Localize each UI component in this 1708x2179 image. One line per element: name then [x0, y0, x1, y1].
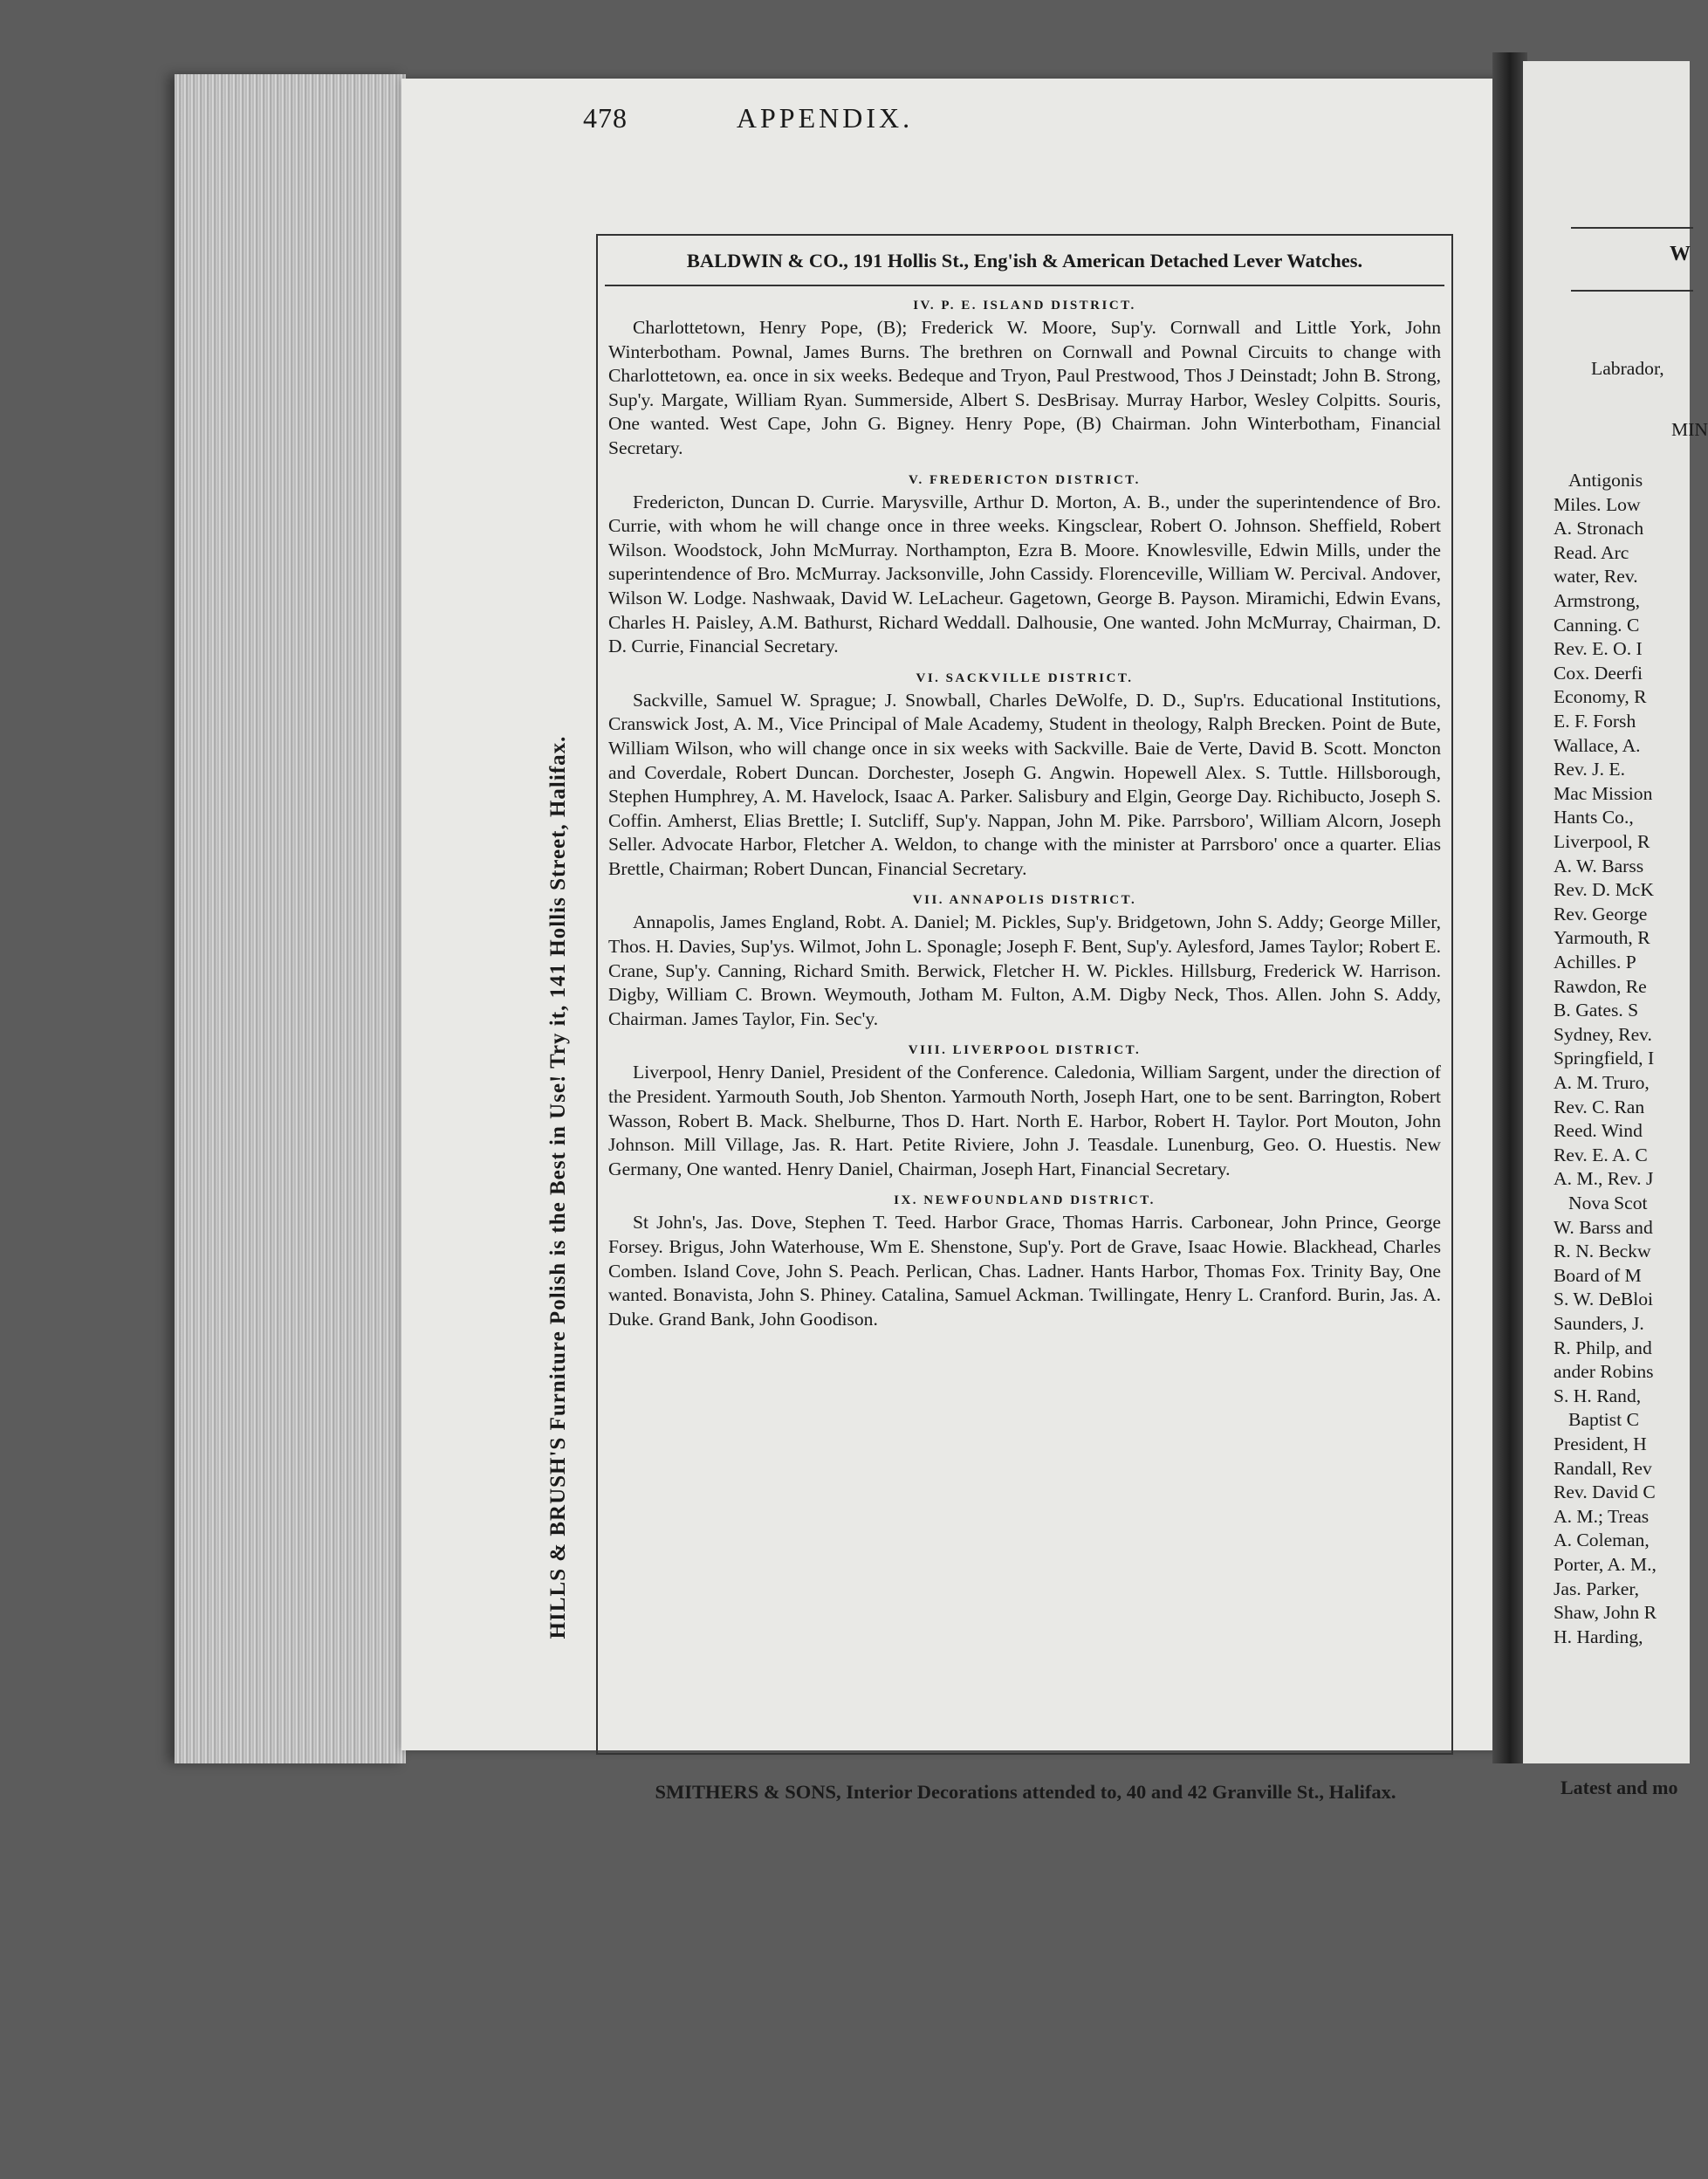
district-body: Charlottetown, Henry Pope, (B); Frederick W. Moore, Sup'y. Cornwall and Little York, John Winterbotham. Pownal, James Burns. The brethren on Cornwall and Pownal Circuits to change with Charlottetown, ea. once in six weeks. Bedeque and Tryon, Paul Prestwood, Thos J Deinstadt; John B. Strong, Sup'y. Margate, William Ryan. Summerside, Albert S. DesBrisay. Murray Harbor, Wesley Colpitts. Souris, One wanted. West Cape, John G. Bigney. Henry Pope, (B) Chairman. John Winterbotham, Financial Secretary. — [608, 317, 1441, 458]
right-page-line: H. Harding, — [1554, 1626, 1643, 1647]
right-page-header-fragment: W — [1670, 243, 1691, 265]
district-heading: V. FREDERICTON DISTRICT. — [909, 472, 1141, 487]
right-page-line: Cox. Deerfi — [1554, 662, 1643, 684]
right-page-line: B. Gates. S — [1554, 1000, 1639, 1021]
district-section — [608, 1040, 1441, 1181]
right-page-line: R. Philp, and — [1554, 1337, 1652, 1358]
right-page-line: Canning. C — [1554, 614, 1640, 636]
district-heading: VIII. LIVERPOOL DISTRICT. — [908, 1043, 1142, 1058]
right-page-line: Antigonis — [1568, 470, 1643, 491]
right-page-rule-bottom — [1571, 290, 1693, 292]
right-page-line: A. Coleman, — [1554, 1529, 1650, 1551]
top-advertisement: BALDWIN & CO., 191 Hollis St., Eng'ish & American Detached Lever Watches. — [605, 250, 1444, 286]
page-title: APPENDIX. — [736, 101, 914, 134]
right-page-line: Shaw, John R — [1554, 1602, 1657, 1624]
right-page-line: A. M. Truro, — [1554, 1072, 1650, 1093]
district-heading: IV. P. E. ISLAND DISTRICT. — [913, 299, 1136, 313]
district-body: Sackville, Samuel W. Sprague; J. Snowball, Charles DeWolfe, D. D., Sup'rs. Educational Institutions, Cranswick Jost, A. M., Vice Principal of Male Academy, Student in theology, Ralph Brecken. Point de Bute, William Wilson, who will change once in six weeks with Sackville. Baie de Verte, David B. Scott. Moncton and Coverdale, Robert Duncan. Dorchester, Joseph G. Angwin. Hopewell Alex. S. Tuttle. Hillsborough, Stephen Humphrey, A. M. Havelock, Isaac A. Parker. Salisbury and Elgin, George Day. Richibucto, Joseph S. Coffin. Amherst, Elias Brettle; I. Sutcliff, Sup'y. Nappan, John M. Pike. Parrsboro', William Alcorn, Joseph Seller. Advocate Harbor, Fletcher A. Weldon, to change with the minister at Parrsboro' once a quarter. Elias Brettle, Chairman; Robert Duncan, Financial Secretary. — [608, 689, 1441, 879]
right-page-rule-top — [1571, 227, 1693, 229]
right-page-line: A. Stronach — [1554, 518, 1644, 540]
right-page-line: S. H. Rand, — [1554, 1385, 1642, 1406]
right-page-line: MIN — [1671, 419, 1708, 440]
right-page-line: Sydney, Rev. — [1554, 1023, 1652, 1045]
right-page-line: Jas. Parker, — [1554, 1578, 1640, 1599]
district-section — [608, 1190, 1441, 1331]
right-page-line: Economy, R — [1554, 686, 1647, 708]
right-page-line: Liverpool, R — [1554, 831, 1650, 852]
right-page-line: ander Robins — [1554, 1361, 1654, 1383]
right-page-line: Springfield, I — [1554, 1048, 1655, 1069]
bottom-advertisement: SMITHERS & SONS, Interior Decorations attended to, 40 and 42 Granville St., Halifax. — [655, 1781, 1396, 1803]
right-page — [1523, 61, 1708, 1763]
district-section — [608, 295, 1441, 461]
right-page-line: Achilles. P — [1554, 952, 1636, 973]
district-section — [608, 890, 1441, 1031]
right-page-line: Rev. D. McK — [1554, 879, 1654, 901]
district-heading: IX. NEWFOUNDLAND DISTRICT. — [894, 1193, 1156, 1208]
right-page-line: Hants Co., — [1554, 807, 1634, 828]
right-page-line: Rev. George — [1554, 903, 1648, 925]
right-page-line: Rev. E. A. C — [1554, 1144, 1648, 1165]
district-body: St John's, Jas. Dove, Stephen T. Teed. Harbor Grace, Thomas Harris. Carbonear, John Prince, George Forsey. Brigus, John Waterhouse, Wm E. Shenstone, Sup'y. Port de Grave, Isaac Howie. Blackhead, Charles Comben. Island Cove, John S. Peach. Perlican, Chas. Ladner. Hants Harbor, Thomas Fox. Trinity Bay, One wanted. Bonavista, John S. Phiney. Catalina, Samuel Ackman. Twillingate, Henry L. Cranford. Burin, Jas. A. Duke. Grand Bank, John Goodison. — [608, 1212, 1441, 1330]
district-body: Fredericton, Duncan D. Currie. Marysville, Arthur D. Morton, A. B., under the superintendence of Bro. Currie, with whom he will change once in three weeks. Kingsclear, Robert O. Johnson. Sheffield, Robert Wilson. Woodstock, John McMurray. Northampton, Ezra B. Moore. Knowlesville, Edwin Mills, under the superintendence of Bro. McMurray. Jacksonville, John Cassidy. Florenceville, William W. Percival. Andover, Wilson W. Lodge. Nashwaak, David W. LeLacheur. Gagetown, George B. Payson. Miramichi, Edwin Evans, Charles H. Paisley, A.M. Bathurst, Richard Weddall. Dalhousie, One wanted. John McMurray, Chairman, D. D. Currie, Financial Secretary. — [608, 491, 1441, 657]
content-box — [596, 234, 1453, 1755]
district-heading: VI. SACKVILLE DISTRICT. — [916, 670, 1134, 685]
right-page-line: Miles. Low — [1554, 493, 1641, 515]
right-page-line: R. N. Beckw — [1554, 1241, 1651, 1262]
right-page-line: Reed. Wind — [1554, 1120, 1643, 1142]
right-page-line: President, H — [1554, 1433, 1647, 1454]
right-page-line: water, Rev. — [1554, 566, 1638, 588]
right-page-line: Rev. C. Ran — [1554, 1096, 1645, 1117]
right-page-line: Saunders, J. — [1554, 1313, 1644, 1334]
right-page-line: Baptist C — [1568, 1409, 1639, 1431]
right-page-line: A. M.; Treas — [1554, 1505, 1650, 1527]
right-page-line: A. W. Barss — [1554, 855, 1644, 876]
right-page-line: S. W. DeBloi — [1554, 1289, 1653, 1310]
district-section — [608, 470, 1441, 659]
right-page-line: Mac Mission — [1554, 782, 1653, 804]
right-page-line: E. F. Forsh — [1554, 711, 1636, 732]
right-page-line: Armstrong, — [1554, 590, 1640, 611]
right-page-line: Rev. J. E. — [1554, 759, 1625, 780]
right-page-line: A. M., Rev. J — [1554, 1168, 1654, 1190]
right-page-line: Rev. David C — [1554, 1481, 1656, 1503]
right-page-line: Rawdon, Re — [1554, 975, 1647, 997]
book-gutter — [1492, 52, 1527, 1763]
right-page-line: Porter, A. M., — [1554, 1554, 1657, 1575]
district-section — [608, 668, 1441, 882]
side-advertisement: HILLS & BRUSH'S Furniture Polish is the Best in Use! Try it, 141 Hollis Street, Halifax. — [546, 735, 570, 1639]
right-page-line: Read. Arc — [1554, 541, 1629, 563]
right-page-bottom-fragment: Latest and mo — [1561, 1777, 1678, 1798]
right-page-line: Rev. E. O. I — [1554, 638, 1643, 660]
right-page-line: Wallace, A. — [1554, 734, 1641, 756]
right-page-line: Randall, Rev — [1554, 1457, 1652, 1479]
district-heading: VII. ANNAPOLIS DISTRICT. — [912, 893, 1137, 908]
district-body: Annapolis, James England, Robt. A. Daniel; M. Pickles, Sup'y. Bridgetown, John S. Addy; George Miller, Thos. H. Davies, Sup'ys. Wilmot, John L. Sponagle; Joseph F. Bent, Sup'y. Aylesford, James Taylor; Robert E. Crane, Sup'y. Canning, Richard Smith. Berwick, Fletcher H. W. Pickles. Hillsburg, Frederick W. Harrison. Digby, William C. Brown. Weymouth, Jotham M. Fulton, A.M. Digby Neck, Thos. Allen. John S. Addy, Chairman. James Taylor, Fin. Sec'y. — [608, 911, 1441, 1029]
page-edges — [175, 74, 406, 1763]
right-page-line: Yarmouth, R — [1554, 927, 1650, 949]
district-body: Liverpool, Henry Daniel, President of the Conference. Caledonia, William Sargent, under the direction of the President. Yarmouth South, Job Shenton. Yarmouth North, Joseph Hart, one to be sent. Barrington, Robert Wasson, Robert B. Mack. Shelburne, Thos D. Hart. North E. Harbor, Robert H. Taylor. Port Mouton, John Johnson. Mill Village, Jas. R. Hart. Petite Riviere, John J. Teasdale. Lunenburg, Geo. O. Huestis. New Germany, One wanted. Henry Daniel, Chairman, Joseph Hart, Financial Secretary. — [608, 1062, 1441, 1179]
right-page-line: Board of M — [1554, 1264, 1642, 1286]
right-page-line: Nova Scot — [1568, 1193, 1648, 1213]
page-number: 478 — [583, 101, 628, 134]
right-page-line: Labrador, — [1591, 358, 1664, 379]
district-list — [605, 295, 1444, 1331]
page-header — [175, 96, 1440, 140]
right-page-line: W. Barss and — [1554, 1216, 1653, 1238]
